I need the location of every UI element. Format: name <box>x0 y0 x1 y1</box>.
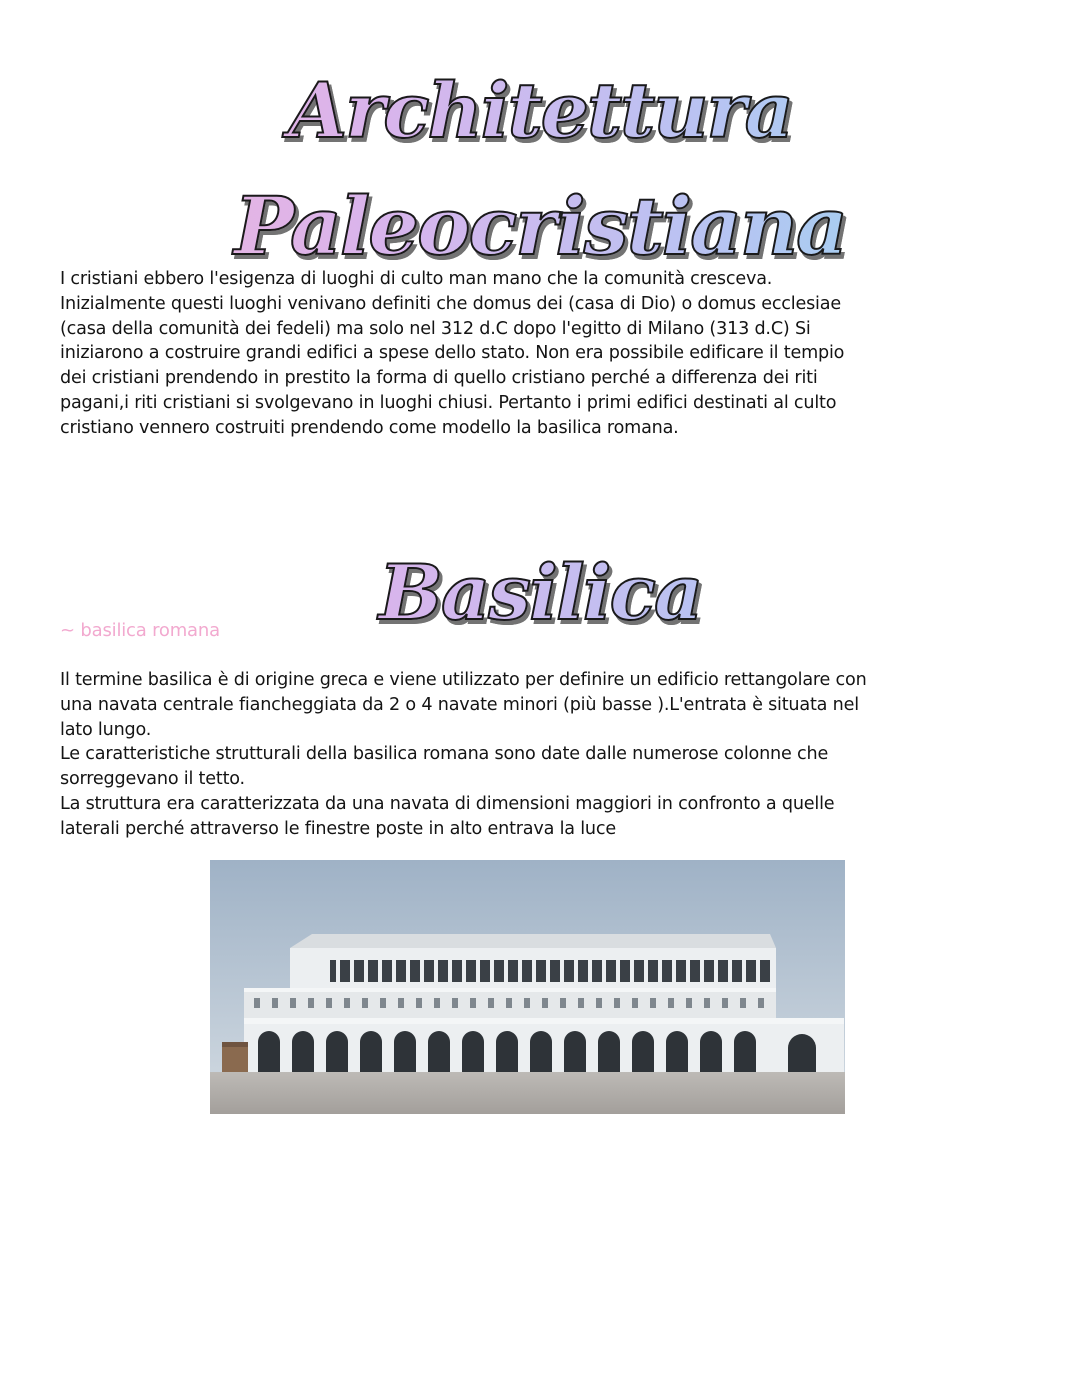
intro-line: dei cristiani prendendo in prestito la forma di quello cristiano perché a differenza dei riti <box>60 368 818 389</box>
intro-line: I cristiani ebbero l'esigenza di luoghi di culto man mano che la comunità cresceva. <box>60 269 773 289</box>
intro-paragraph <box>60 267 1040 441</box>
intro-line: (casa della comunità dei fedeli) ma solo nel 312 d.C dopo l'egitto di Milano (313 d.C) Si <box>60 318 811 339</box>
section-line: Il termine basilica è di origine greca e viene utilizzato per definire un edificio rettangolare con <box>60 670 867 690</box>
intro-line: pagani,i riti cristiani si svolgevano in luoghi chiusi. Pertanto i primi edifici destinati al culto <box>60 392 837 413</box>
intro-line: Inizialmente questi luoghi venivano definiti che domus dei (casa di Dio) o domus ecclesiae <box>60 293 841 314</box>
section-line: laterali perché attraverso le finestre poste in alto entrava la luce <box>60 818 616 839</box>
section-line: sorreggevano il tetto. <box>60 769 245 790</box>
intro-line: iniziarono a costruire grandi edifici a spese dello stato. Non era possibile edificare il tempio <box>60 343 845 364</box>
section-subheading: ~ basilica romana <box>60 620 220 641</box>
section-paragraph <box>60 668 1040 842</box>
section-title: Basilica <box>0 555 1080 631</box>
basilica-illustration <box>210 860 845 1114</box>
ground <box>210 1072 845 1114</box>
section-line: lato lungo. <box>60 719 152 740</box>
section-line: La struttura era caratterizzata da una navata di dimensioni maggiori in confronto a quelle <box>60 793 835 814</box>
page-title-line-2: Paleocristiana <box>0 186 1080 266</box>
section-line: Le caratteristiche strutturali della basilica romana sono date dalle numerose colonne che <box>60 744 829 765</box>
basilica-image <box>210 860 845 1114</box>
basilica-building <box>222 934 844 1072</box>
page-title-line-1: Architettura <box>0 73 1080 149</box>
intro-line: cristiano vennero costruiti prendendo come modello la basilica romana. <box>60 417 679 438</box>
section-line: una navata centrale fiancheggiata da 2 o 4 navate minori (più basse ).L'entrata è situata nel <box>60 694 859 715</box>
